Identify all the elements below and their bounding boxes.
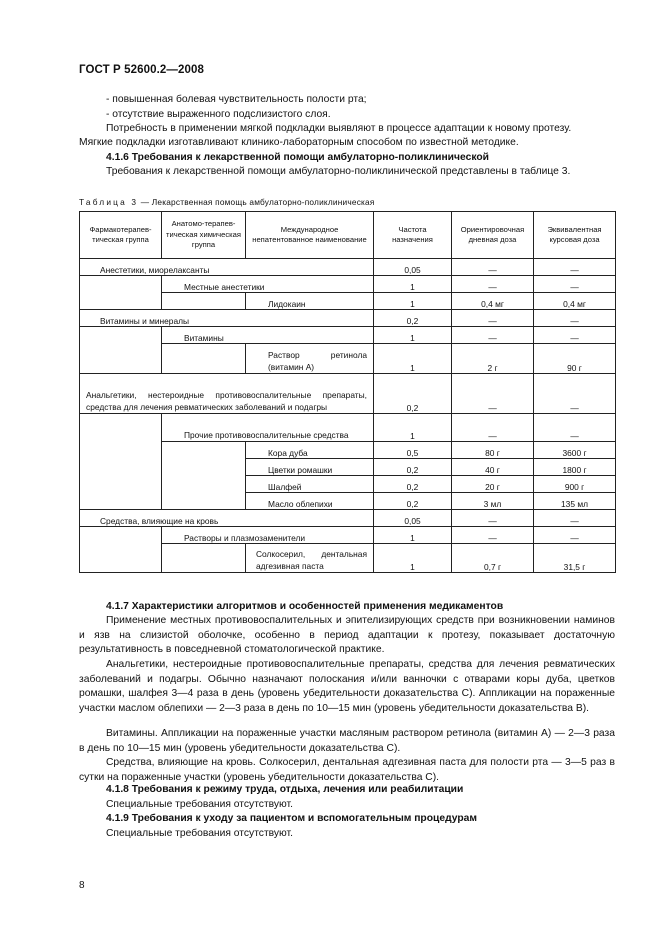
row-frequency: 0,2 (374, 476, 452, 493)
row-frequency: 1 (374, 544, 452, 573)
table-caption-label: Таблица 3 (79, 197, 139, 207)
row-daily-dose: 20 г (452, 476, 534, 493)
empty-cell (80, 414, 162, 510)
row-frequency: 1 (374, 414, 452, 442)
row-frequency: 1 (374, 344, 452, 374)
table-caption (79, 197, 375, 207)
row-course-dose: — (534, 510, 616, 527)
section-418-text: Специальные требования отсутствуют. (106, 799, 293, 810)
section-416-heading: 4.1.6 Требования к лекарственной помощи амбулаторно-поликлинической (106, 152, 489, 163)
intro-line-4: Мягкие подкладки изготавливают клинико-лабораторным способом по известной методике. (79, 137, 519, 148)
row-name: Местные анестетики (162, 276, 374, 293)
row-daily-dose: — (452, 310, 534, 327)
header-pharm-group: Фармакотерапев-тическая группа (80, 212, 162, 259)
row-name: Шалфей (246, 476, 374, 493)
row-name: Анальгетики, нестероидные противовоспалительные препараты, средства для лечения ревматических заболеваний и подагры (80, 374, 374, 414)
empty-cell (80, 276, 162, 310)
row-name: Лидокаин (246, 293, 374, 310)
intro-line-2: - отсутствие выраженного подслизистого слоя. (106, 109, 331, 120)
row-frequency: 1 (374, 276, 452, 293)
row-frequency: 0,2 (374, 374, 452, 414)
row-course-dose: — (534, 527, 616, 544)
row-name: Прочие противовоспалительные средства (162, 414, 374, 442)
header-atc-group: Анатомо-терапев-тическая химическая группа (162, 212, 246, 259)
page-number: 8 (79, 880, 85, 891)
table-row (80, 527, 616, 544)
table-row (80, 310, 616, 327)
empty-cell (162, 293, 246, 310)
row-course-dose: 31,5 г (534, 544, 616, 573)
row-daily-dose: — (452, 414, 534, 442)
row-daily-dose: — (452, 527, 534, 544)
empty-cell (162, 344, 246, 374)
row-course-dose: 135 мл (534, 493, 616, 510)
row-daily-dose: 80 г (452, 442, 534, 459)
header-inn: Международное непатентованное наименование (246, 212, 374, 259)
section-417-paragraph-2: Анальгетики, нестероидные противовоспалительные препараты, средства для лечения ревматических заболеваний и подагры. Обычно назначают полоскания и/или ванночки с отварами коры дуба, цветков ромашки, шалфея 3—4 раза в день (уровень убедительности доказательства С). Аппликации на пораженные участки маслом облепихи — 2—3 раза в день по 10—15 мин (уровень убедительности доказательства В). (79, 659, 615, 715)
row-course-dose: — (534, 327, 616, 344)
row-name: Витамины (162, 327, 374, 344)
section-417-paragraph-3: Витамины. Аппликации на пораженные участки масляным раствором ретинола (витамин А) — 2—3 раза в день по 10—15 мин (уровень убедительности доказательства С). (79, 728, 615, 754)
row-course-dose: 900 г (534, 476, 616, 493)
row-daily-dose: — (452, 374, 534, 414)
row-daily-dose: 0,4 мг (452, 293, 534, 310)
row-name: Анестетики, миорелаксанты (80, 259, 374, 276)
row-name: Растворы и плазмозаменители (162, 527, 374, 544)
table-caption-text: — Лекарственная помощь амбулаторно-поликлиническая (138, 197, 375, 207)
row-daily-dose: — (452, 259, 534, 276)
row-daily-dose: 2 г (452, 344, 534, 374)
row-course-dose: — (534, 310, 616, 327)
table-header-row (80, 212, 616, 259)
row-daily-dose: — (452, 276, 534, 293)
row-frequency: 0,05 (374, 510, 452, 527)
row-frequency: 0,2 (374, 459, 452, 476)
section-416-text: Требования к лекарственной помощи амбулаторно-поликлинической представлены в таблице 3. (106, 166, 571, 177)
row-frequency: 1 (374, 527, 452, 544)
header-course-dose: Эквивалентная курсовая доза (534, 212, 616, 259)
medication-table (79, 211, 616, 573)
section-417-paragraph-4: Средства, влияющие на кровь. Солкосерил, дентальная адгезивная паста для полости рта — 3—5 раз в сутки на пораженные участки (уровень убедительности доказательства С). (79, 757, 615, 783)
row-course-dose: — (534, 414, 616, 442)
row-frequency: 0,5 (374, 442, 452, 459)
row-frequency: 0,05 (374, 259, 452, 276)
row-daily-dose: 0,7 г (452, 544, 534, 573)
table-row (80, 414, 616, 442)
section-417-paragraph-1: Применение местных противовоспалительных и эпителизирующих средств при возникновении наминов и язв на слизистой оболочке, особенно в период адаптации к протезу, показывает достаточную результативность в повседневной стоматологической практике. (79, 615, 615, 656)
row-name: Масло облепихи (246, 493, 374, 510)
row-name: Цветки ромашки (246, 459, 374, 476)
empty-cell (162, 544, 246, 573)
row-name: Средства, влияющие на кровь (80, 510, 374, 527)
section-419-text: Специальные требования отсутствуют. (106, 828, 293, 839)
section-418-heading: 4.1.8 Требования к режиму труда, отдыха, лечения или реабилитации (106, 784, 464, 795)
row-name: Кора дуба (246, 442, 374, 459)
row-daily-dose: 40 г (452, 459, 534, 476)
table-row (80, 259, 616, 276)
row-course-dose: 3600 г (534, 442, 616, 459)
row-daily-dose: — (452, 327, 534, 344)
empty-cell (162, 442, 246, 510)
row-frequency: 1 (374, 293, 452, 310)
row-course-dose: — (534, 374, 616, 414)
table-row (80, 510, 616, 527)
row-course-dose: — (534, 276, 616, 293)
row-name: Солкосерил, дентальная адгезивная паста (246, 544, 374, 573)
section-419-heading: 4.1.9 Требования к уходу за пациентом и вспомогательным процедурам (106, 813, 477, 824)
row-daily-dose: — (452, 510, 534, 527)
row-course-dose: 0,4 мг (534, 293, 616, 310)
intro-line-1: - повышенная болевая чувствительность полости рта; (106, 94, 367, 105)
row-name: Витамины и минералы (80, 310, 374, 327)
document-header: ГОСТ Р 52600.2—2008 (79, 64, 204, 76)
row-frequency: 0,2 (374, 310, 452, 327)
empty-cell (80, 327, 162, 374)
empty-cell (80, 527, 162, 573)
row-frequency: 0,2 (374, 493, 452, 510)
row-name: Раствор ретинола (витамин А) (246, 344, 374, 374)
header-frequency: Частота назначения (374, 212, 452, 259)
row-daily-dose: 3 мл (452, 493, 534, 510)
table-row (80, 276, 616, 293)
row-course-dose: 1800 г (534, 459, 616, 476)
row-course-dose: 90 г (534, 344, 616, 374)
section-417-heading: 4.1.7 Характеристики алгоритмов и особенностей применения медикаментов (106, 601, 504, 612)
row-course-dose: — (534, 259, 616, 276)
intro-line-3: Потребность в применении мягкой подкладки выявляют в процессе адаптации к новому протезу. (106, 123, 572, 134)
table-row (80, 374, 616, 414)
header-daily-dose: Ориентировочная дневная доза (452, 212, 534, 259)
table-row (80, 327, 616, 344)
row-frequency: 1 (374, 327, 452, 344)
